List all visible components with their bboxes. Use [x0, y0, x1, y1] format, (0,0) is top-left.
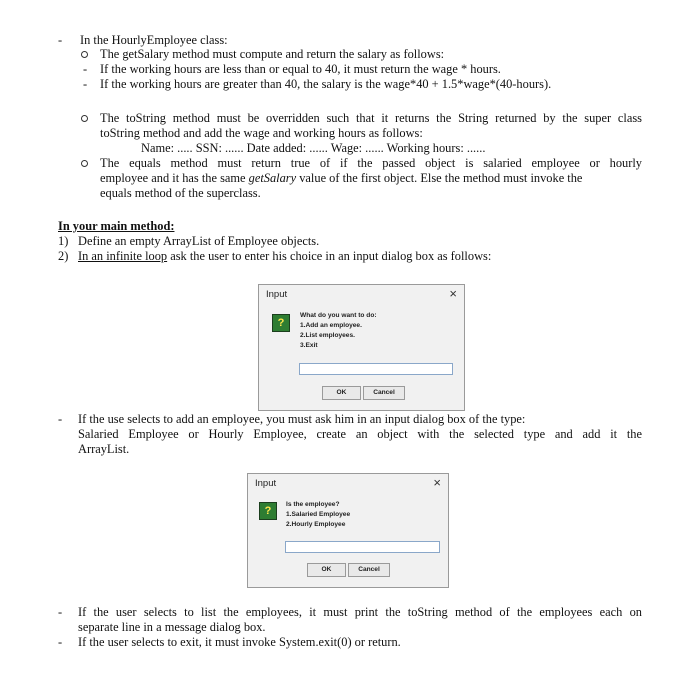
equals-line-2: employee and it has the same getSalary value of the first object. Else the method must invoke the	[100, 171, 583, 185]
add-employee-line-2: Salaried Employee or Hourly Employee, create an object with the selected type and add it the	[78, 427, 642, 441]
dialog-prompt-line: 1.Salaried Employee	[286, 511, 351, 518]
exit-line: If the user selects to exit, it must invoke System.exit(0) or return.	[78, 635, 401, 649]
step-number: 2)	[58, 249, 69, 263]
bullet-dash: -	[83, 62, 88, 76]
equals-line-1: The equals method must return true of if the passed object is salaried employee or hourly	[100, 156, 642, 170]
dialog-prompt-line: Is the employee?	[286, 501, 340, 508]
bullet-dash: -	[58, 635, 63, 649]
add-employee-line-3: ArrayList.	[78, 442, 130, 456]
dialog-prompt-line: 2.List employees.	[300, 332, 355, 339]
ok-button[interactable]: OK	[322, 386, 361, 400]
step-2: In an infinite loop ask the user to enter his choice in an input dialog box as follows:	[78, 249, 492, 263]
equals-line-3: equals method of the superclass.	[100, 186, 261, 200]
menu-input-dialog	[258, 284, 465, 411]
tostring-line-2: toString method and add the wage and working hours as follows:	[100, 126, 423, 140]
ok-button[interactable]: OK	[307, 563, 346, 577]
question-icon: ?	[259, 502, 277, 520]
hourly-employee-heading: In the HourlyEmployee class:	[80, 33, 228, 47]
circle-bullet	[81, 115, 88, 122]
dialog-prompt-line: 1.Add an employee.	[300, 322, 362, 329]
circle-bullet	[81, 160, 88, 167]
add-employee-line-1: If the use selects to add an employee, you must ask him in an input dialog box of the type:	[78, 412, 526, 426]
close-icon[interactable]: ×	[433, 475, 441, 490]
dialog-prompt-line: 3.Exit	[300, 342, 318, 349]
bullet-dash: -	[58, 605, 63, 619]
employee-type-dialog	[247, 473, 449, 588]
dialog-prompt-line: 2.Hourly Employee	[286, 521, 346, 528]
bullet-dash: -	[58, 33, 63, 47]
bullet-dash: -	[83, 77, 88, 91]
step-1: Define an empty ArrayList of Employee objects.	[78, 234, 320, 248]
question-icon: ?	[272, 314, 290, 332]
cancel-button[interactable]: Cancel	[348, 563, 390, 577]
step-number: 1)	[58, 234, 69, 248]
salary-rule-1: If the working hours are less than or equal to 40, it must return the wage * hours.	[100, 62, 501, 76]
get-salary-bullet: The getSalary method must compute and return the salary as follows:	[100, 47, 445, 61]
dialog-prompt-line: What do you want to do:	[300, 312, 377, 319]
dialog-title: Input	[266, 289, 288, 300]
main-method-heading: In your main method:	[58, 219, 175, 233]
tostring-format: Name: ..... SSN: ...... Date added: ...... Wage: ...... Working hours: ......	[141, 141, 486, 155]
cancel-button[interactable]: Cancel	[363, 386, 405, 400]
list-line-1: If the user selects to list the employees, it must print the toString method of the employees each on	[78, 605, 642, 619]
salary-rule-2: If the working hours are greater than 40, the salary is the wage*40 + 1.5*wage*(40-hours).	[100, 77, 552, 91]
choice-input[interactable]	[299, 363, 453, 375]
employee-type-input[interactable]	[285, 541, 440, 553]
infinite-loop-text: In an infinite loop	[78, 249, 168, 263]
list-line-2: separate line in a message dialog box.	[78, 620, 266, 634]
get-salary-emphasis: getSalary	[248, 171, 297, 185]
close-icon[interactable]: ×	[449, 286, 457, 301]
dialog-title: Input	[255, 478, 277, 489]
bullet-dash: -	[58, 412, 63, 426]
circle-bullet	[81, 51, 88, 58]
tostring-line-1: The toString method must be overridden such that it returns the String returned by the super class	[100, 111, 642, 125]
